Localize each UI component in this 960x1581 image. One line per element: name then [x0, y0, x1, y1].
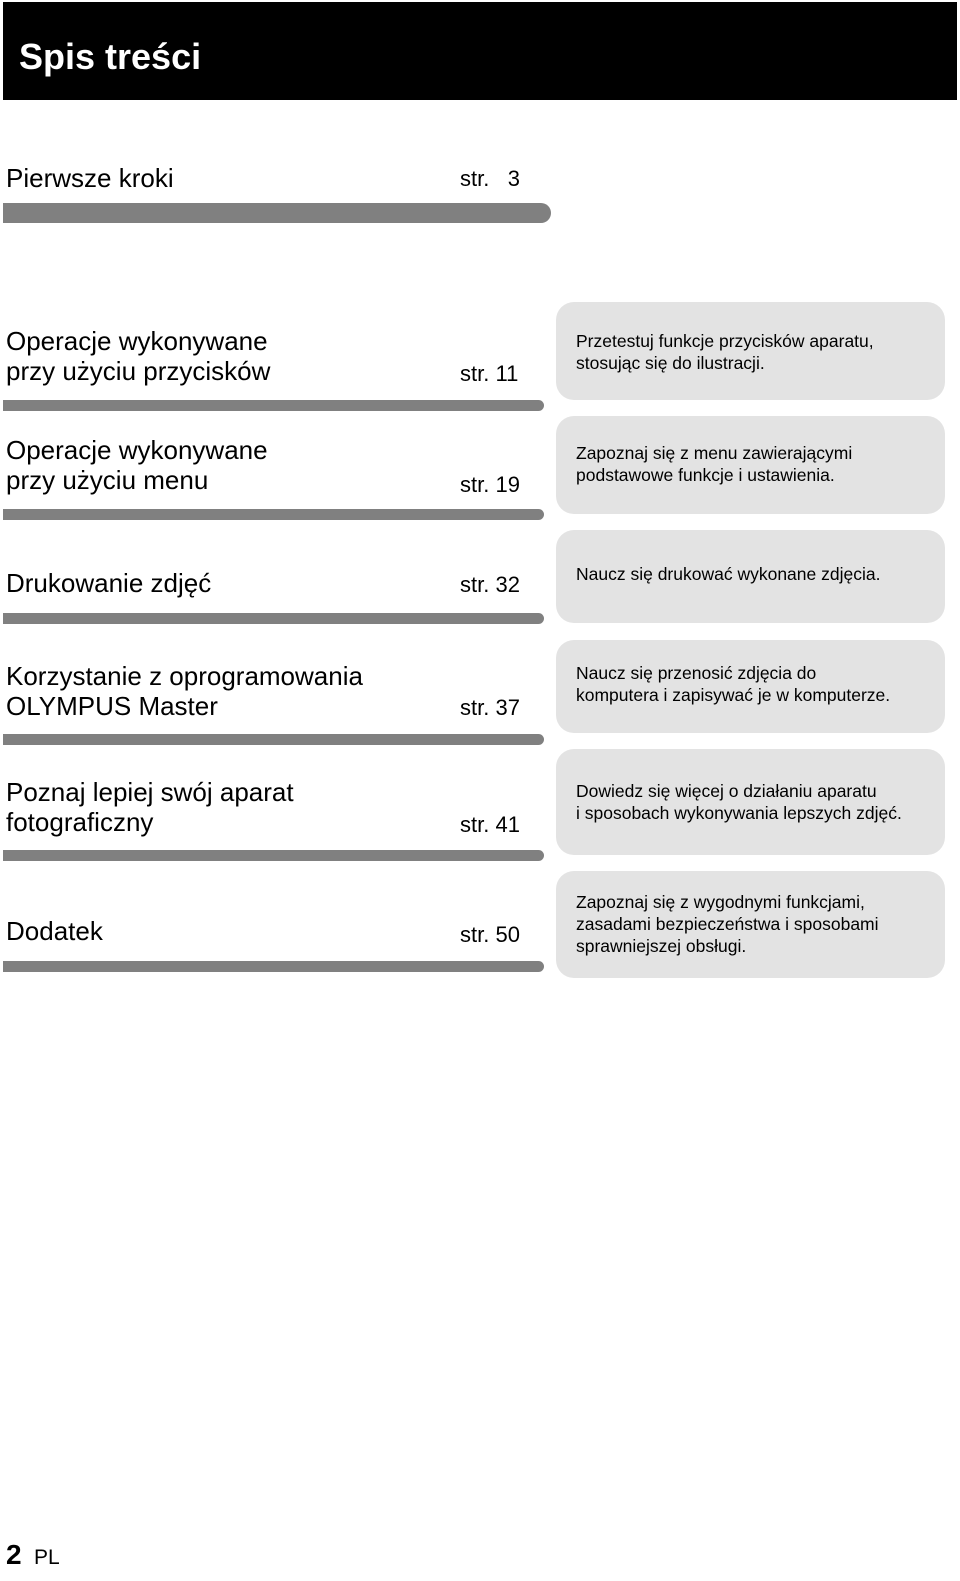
section-title-line: Operacje wykonywane: [6, 435, 268, 465]
section-description-box: [556, 749, 945, 855]
section-title-line: Korzystanie z oprogramowania: [6, 661, 363, 691]
toc-page-ref-getting-started[interactable]: [460, 168, 520, 190]
section-description: Zapoznaj się z menu zawierającymi podstawowe funkcje i ustawienia.: [576, 443, 853, 485]
section-description: Przetestuj funkcje przycisków aparatu, stosując się do ilustracji.: [576, 331, 874, 373]
section-title-line: OLYMPUS Master: [6, 691, 218, 721]
section-divider-bar: [3, 961, 544, 972]
page-ref-number: 37: [495, 695, 520, 720]
toc-page-ref-printing[interactable]: [460, 574, 520, 596]
page-ref-number: 32: [495, 572, 520, 597]
section-divider-bar: [3, 734, 544, 745]
toc-page-ref-menu-operations[interactable]: [460, 474, 520, 496]
toc-section-title-printing[interactable]: [6, 568, 211, 598]
section-description-box: [556, 416, 945, 514]
page-number: 2: [6, 1539, 22, 1570]
section-description-box: [556, 640, 945, 733]
section-divider-bar: [3, 613, 544, 624]
section-description: Naucz się drukować wykonane zdjęcia.: [576, 564, 881, 584]
page-ref-number: 50: [495, 922, 520, 947]
toc-section-title-olympus-master[interactable]: [6, 661, 363, 721]
section-description-box: [556, 530, 945, 623]
toc-page-ref-know-your-camera[interactable]: [460, 814, 520, 836]
page-ref-number: 11: [495, 361, 519, 386]
section-divider-bar: [3, 850, 544, 861]
section-description: Naucz się przenosić zdjęcia do komputera i zapisywać je w komputerze.: [576, 663, 891, 705]
header-banner: [3, 2, 957, 100]
language-code: PL: [34, 1546, 60, 1569]
page-ref-label: str.: [460, 812, 490, 837]
section-title-line: Dodatek: [6, 916, 103, 946]
section-divider-bar: [3, 400, 544, 411]
section-description: Dowiedz się więcej o działaniu aparatu i sposobach wykonywania lepszych zdjęć.: [576, 781, 902, 823]
page-ref-label: str.: [460, 472, 490, 497]
toc-section-title-getting-started[interactable]: [6, 163, 174, 193]
section-divider-bar: [3, 509, 544, 520]
section-title-line: przy użyciu menu: [6, 465, 209, 495]
page-ref-number: 41: [495, 812, 520, 837]
toc-page-ref-appendix[interactable]: [460, 924, 520, 946]
section-title-line: Operacje wykonywane: [6, 326, 268, 356]
page-ref-label: str.: [460, 695, 490, 720]
section-title-line: Pierwsze kroki: [6, 163, 174, 193]
section-description-box: [556, 302, 945, 400]
toc-page-ref-olympus-master[interactable]: [460, 697, 520, 719]
section-title-line: Drukowanie zdjęć: [6, 568, 212, 598]
page-ref-number: 19: [495, 472, 520, 497]
page-footer: [6, 1540, 60, 1570]
section-description: Zapoznaj się z wygodnymi funkcjami, zasadami bezpieczeństwa i sposobami sprawniejszej obsługi.: [576, 892, 879, 956]
toc-section-title-know-your-camera[interactable]: [6, 777, 294, 837]
page-ref-label: str.: [460, 922, 490, 947]
section-divider-bar: [3, 203, 551, 223]
toc-section-title-appendix[interactable]: [6, 916, 103, 946]
page-ref-number: 3: [507, 166, 520, 191]
section-description-box: [556, 871, 945, 978]
page-ref-label: str.: [460, 361, 490, 386]
section-title-line: Poznaj lepiej swój aparat: [6, 777, 294, 807]
section-title-line: przy użyciu przycisków: [6, 356, 271, 386]
toc-section-title-button-operations[interactable]: [6, 326, 270, 386]
page-title: Spis treści: [19, 36, 202, 77]
page-ref-label: str.: [460, 166, 490, 191]
section-title-line: fotograficzny: [6, 807, 154, 837]
page-ref-label: str.: [460, 572, 490, 597]
toc-page-ref-button-operations[interactable]: [460, 363, 518, 385]
toc-section-title-menu-operations[interactable]: [6, 435, 268, 495]
